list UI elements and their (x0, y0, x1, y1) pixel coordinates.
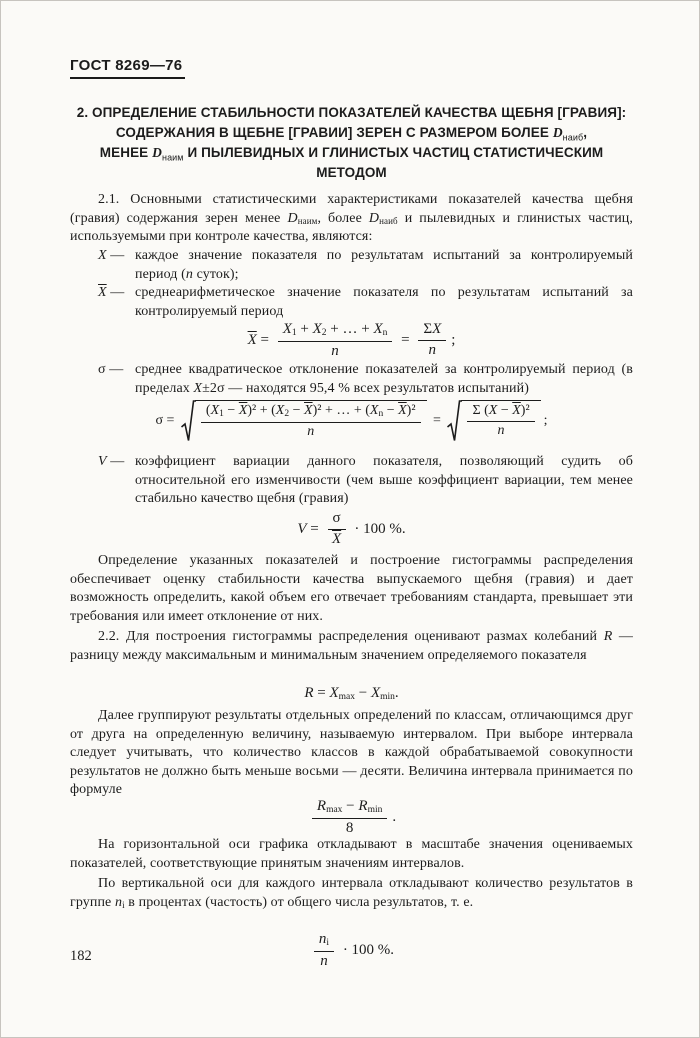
paragraph-vertical-axis: По вертикальной оси для каждого интервала откладывают количество результатов в группе $n_i$ в процентах (частость) от общего числа результатов, т. е. (70, 876, 633, 910)
fraction-numerator: $R_{max} - R_{min}$ (312, 798, 387, 819)
formula-tail: · 100 %. (350, 520, 406, 537)
formula-tail: ; (451, 331, 456, 348)
square-root (447, 400, 540, 442)
page-number: 182 (70, 948, 92, 964)
formula-mean (70, 321, 633, 360)
heading-line: 2. ОПРЕДЕЛЕНИЕ СТАБИЛЬНОСТИ ПОКАЗАТЕЛЕЙ КАЧЕСТВА ЩЕБНЯ [ГРАВИЯ]: (76, 105, 627, 120)
definition-body: среднеарифметическое значение показателя по результатам испытаний за контролируемый период (135, 285, 633, 319)
formula-tail: . (392, 808, 397, 825)
formula-lhs: $\overline{X}$ = (247, 331, 273, 348)
formula-range (70, 685, 633, 703)
definition-term: V — (98, 454, 125, 469)
formula-interval (70, 798, 633, 837)
equals-sign: = (429, 412, 445, 428)
section-heading (70, 103, 633, 183)
fraction-numerator: $n_i$ (314, 931, 334, 952)
square-root (181, 400, 427, 442)
fraction-denominator: n (307, 423, 315, 439)
fraction-denominator: n (331, 342, 339, 359)
fraction (312, 798, 387, 837)
fraction-numerator: $(X_1 - \overline{X})^2 + (X_2 - \overline{X})^2$ + … + $(X_n - \overline{X})^2$ (201, 403, 421, 423)
definition-x (98, 247, 633, 284)
fraction-numerator: σ (328, 510, 346, 530)
doc-number-text: ГОСТ 8269—76 (70, 57, 185, 79)
fraction (418, 321, 446, 360)
definition-sigma (98, 361, 633, 398)
definition-body: каждое значение показателя по результатам испытаний за контролируемый период (n суток); (135, 248, 633, 282)
fraction-denominator: n (497, 423, 505, 439)
paragraph-2-1: 2.1. Основными статистическими характеристиками показателей качества щебня (гравия) содержания зерен менее $D_{наим}$, более $D_{наиб}$ и пылевидных и глинистых частиц, используемыми при контроле качества, являются: (70, 192, 633, 244)
formula-variation (70, 510, 633, 549)
fraction-numerator: Σ $(X - \overline{X})^2$ (467, 403, 534, 422)
fraction (201, 403, 421, 440)
definition-x-mean (98, 284, 633, 321)
definition-term: σ — (98, 362, 124, 377)
heading-line: МЕНЕЕ $D_{наим}$ И ПЫЛЕВИДНЫХ И ГЛИНИСТЫХ ЧАСТИЦ СТАТИСТИЧЕСКИМ (99, 145, 604, 163)
formula-body: $R = X_{max} - X_{min}$. (304, 685, 399, 702)
fraction-denominator: X (331, 531, 342, 548)
definition-term: X — (98, 248, 125, 263)
fraction (467, 403, 534, 439)
fraction-denominator: 8 (345, 819, 354, 836)
paragraph-2-2: 2.2. Для построения гистограммы распределения оценивают размах колебаний R — разницу между максимальным и минимальным значением определяемого показателя (70, 629, 634, 663)
fraction-denominator: n (320, 952, 328, 969)
heading-line: СОДЕРЖАНИЯ В ЩЕБНЕ [ГРАВИИ] ЗЕРЕН С РАЗМЕРОМ БОЛЕЕ $D_{наиб}$, (115, 125, 588, 143)
definition-v (98, 453, 633, 509)
definition-body: среднее квадратическое отклонение показателей за контролируемый период (в пределах X±2σ — находятся 95,4 % всех результатов испытаний) (135, 362, 633, 396)
radicand (461, 400, 540, 439)
fraction-denominator: n (428, 342, 437, 359)
radical-icon (181, 400, 196, 442)
fraction (328, 510, 346, 549)
radical-icon (447, 400, 462, 442)
fraction-numerator: ΣX (418, 321, 446, 341)
fraction (278, 321, 393, 360)
formula-lhs: V = (297, 520, 323, 537)
paragraph-conclusion: Определение указанных показателей и построение гистограммы распределения обеспечивает оценку стабильности качества выпускаемого щебня (гравия) и дает возможность определить, какой объем его отвечает требованиям стандарта, превышает эти требования или имеет отклонение от них. (70, 553, 633, 624)
definition-term: $\overline{X}$ — (98, 285, 125, 300)
fraction-numerator: $X_1 + X_2$ + … + $X_n$ (278, 321, 393, 342)
definition-body: коэффициент вариации данного показателя, позволяющий судить об относительной его изменчивости (чем выше коэффициент вариации, тем менее стабильно качество щебня (гравия) (135, 454, 633, 506)
paragraph-horizontal-axis: На горизонтальной оси графика откладывают в масштабе значения оцениваемых показателей, соответствующие принятым значениям интервалов. (70, 837, 633, 871)
formula-lhs: σ = (155, 412, 178, 428)
formula-tail: · 100 %. (339, 941, 395, 958)
doc-number (70, 57, 633, 79)
paragraph-interval: Далее группируют результаты отдельных определений по классам, отличающимся друг от друга на определенную величину, называемую интервалом. При выборе интервала следует учитывать, что количество классов в каждой обрабатываемой совокупности результатов не должно быть меньше восьми — десяти. Величина интервала принимается по формуле (70, 708, 633, 797)
radicand (195, 400, 427, 440)
heading-line: МЕТОДОМ (316, 165, 387, 180)
formula-sigma (70, 400, 633, 442)
formula-tail: ; (543, 412, 548, 428)
equals-sign: = (397, 331, 414, 348)
